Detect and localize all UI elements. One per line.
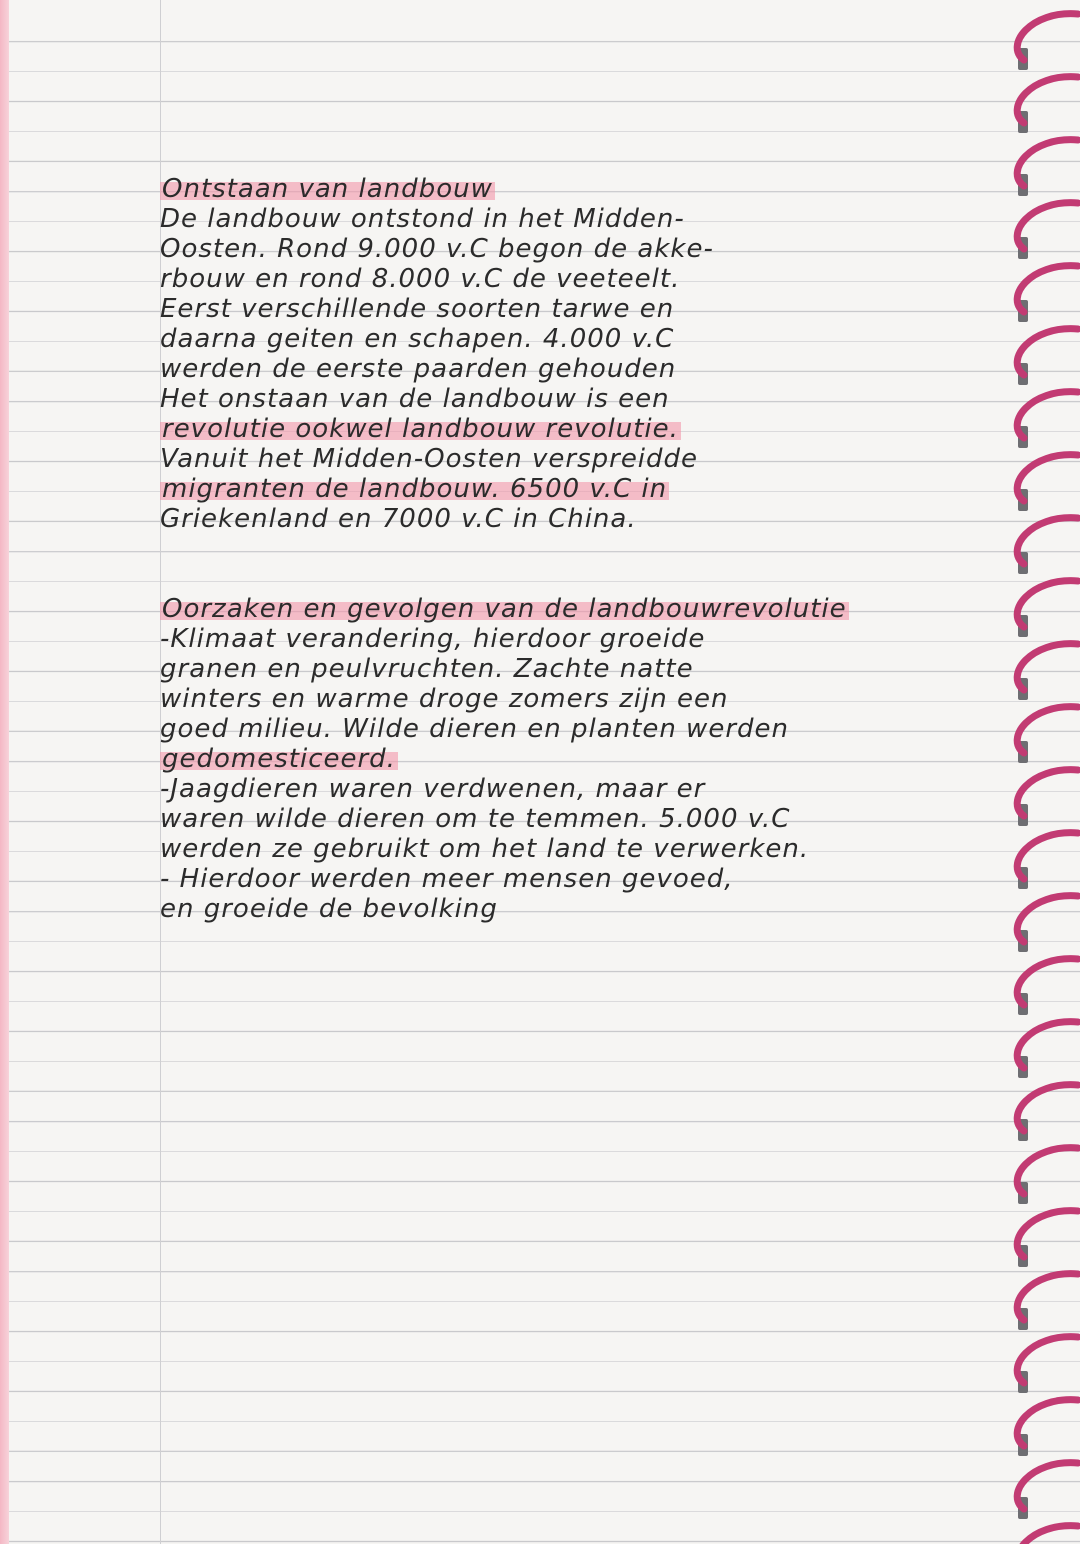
section2-line: -Jaagdieren waren verdwenen, maar er [160,774,706,804]
section1-line: De landbouw ontstond in het Midden- [160,204,685,234]
section2-heading-row [160,594,990,624]
section1-heading: Ontstaan van landbouw [162,174,493,204]
section2-line: goed milieu. Wilde dieren en planten werden [160,714,789,744]
section2-line [160,744,990,774]
section1-line [160,414,990,444]
section1-line: Vanuit het Midden-Oosten verspreidde [160,444,699,474]
section2-line: waren wilde dieren om te temmen. 5.000 v.C [160,804,791,834]
section2-line: winters en warme droge zomers zijn een [160,684,729,714]
section2-line: granen en peulvruchten. Zachte natte [160,654,694,684]
section1-line: Het onstaan van de landbouw is een [160,384,670,414]
section-gap [160,534,990,594]
section1-line: Griekenland en 7000 v.C in China. [160,504,637,534]
section1-highlight: migranten de landbouw. 6500 v.C in [162,474,668,504]
section1-line: daarna geiten en schapen. 4.000 v.C [160,324,675,354]
section2-line: en groeide de bevolking [160,894,498,924]
section1-line: werden de eerste paarden gehouden [160,354,677,384]
handwritten-notes [160,174,990,924]
section1-line: Oosten. Rond 9.000 v.C begon de akke- [160,234,714,264]
section2-line: -Klimaat verandering, hierdoor groeide [160,624,706,654]
section2-highlight: gedomesticeerd. [162,744,396,774]
section1-line: Eerst verschillende soorten tarwe en [160,294,675,324]
spiral-binding [1000,0,1080,1544]
page-left-edge [0,0,9,1544]
section1-line [160,474,990,504]
section1-highlight: revolutie ookwel landbouw revolutie. [162,414,679,444]
section1-line: rbouw en rond 8.000 v.C de veeteelt. [160,264,681,294]
spiral-coil [1017,1526,1078,1544]
section1-heading-row [160,174,990,204]
section2-heading: Oorzaken en gevolgen van de landbouwrevolutie [162,594,847,624]
section2-line: werden ze gebruikt om het land te verwerken. [160,834,810,864]
section2-line: - Hierdoor werden meer mensen gevoed, [160,864,734,894]
